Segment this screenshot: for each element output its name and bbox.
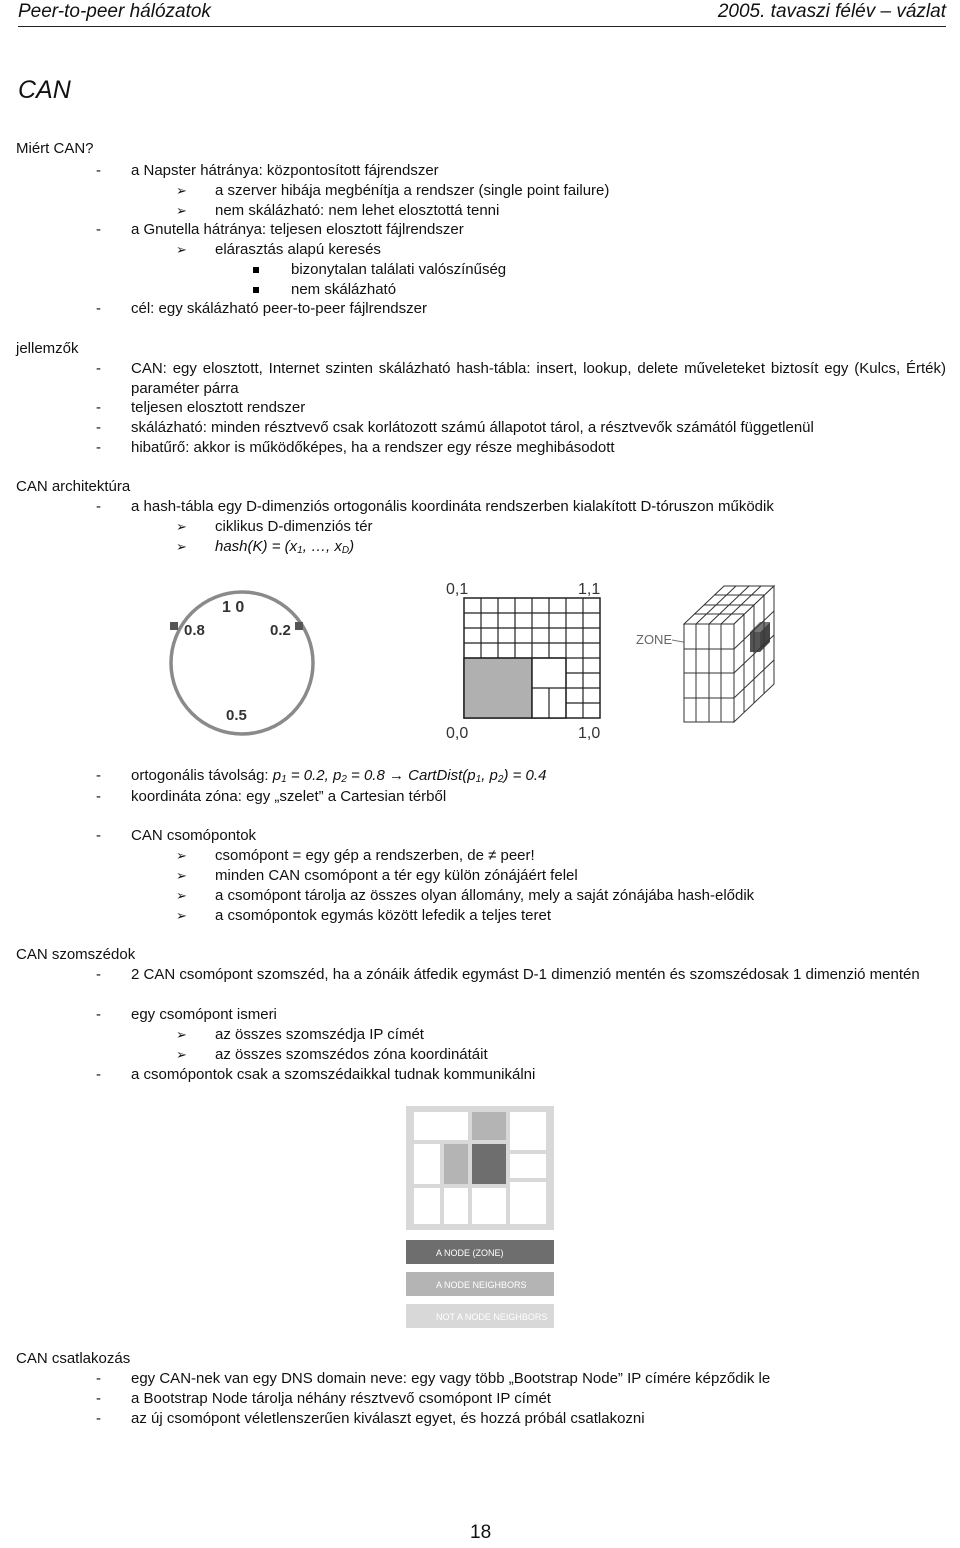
- dash-bullet: -: [96, 300, 101, 317]
- join-heading: CAN csatlakozás: [16, 1350, 131, 1367]
- dash-bullet: -: [96, 360, 101, 377]
- arrow-bullet-icon: ➢: [176, 539, 187, 554]
- arrow-bullet-icon: ➢: [176, 183, 187, 198]
- point-marker-left: [170, 622, 178, 630]
- dash-bullet: -: [96, 162, 101, 179]
- why-item-2a: elárasztás alapú keresés: [215, 241, 381, 258]
- neigh-item-1: 2 CAN csomópont szomszéd, ha a zónáik átfedik egymást D-1 dimenzió mentén és szomszédosak 1 dimenzió mentén: [131, 966, 920, 983]
- neigh-heading: CAN szomszédok: [16, 946, 136, 963]
- arrow-bullet-icon: ➢: [176, 848, 187, 863]
- neigh-item-3: a csomópontok csak a szomszédaikkal tudnak kommunikálni: [131, 1066, 536, 1083]
- why-item-3: cél: egy skálázható peer-to-peer fájlrendszer: [131, 300, 427, 317]
- arrow-bullet-icon: ➢: [176, 888, 187, 903]
- page-header: [18, 0, 946, 27]
- grid-label-br: 1,0: [578, 725, 601, 742]
- dash-bullet: -: [96, 221, 101, 238]
- why-heading: Miért CAN?: [16, 140, 94, 157]
- arch-distance: ortogonális távolság: $p_1 = 0.2$, $p_2 = 0.8$ → $CartDist(p_1$, $p_2) = 0.4$: [131, 767, 547, 785]
- header-left: Peer-to-peer hálózatok: [18, 1, 211, 22]
- circle-diagram: [158, 575, 328, 745]
- zone-cube-diagram: [632, 576, 782, 742]
- page-number: 18: [470, 1522, 492, 1543]
- zone-grid-diagram: [440, 576, 610, 746]
- features-item-1: CAN: egy elosztott, Internet szinten skálázható hash-tábla: insert, lookup, delete műveleteket biztosít egy (Kulcs, Érték) paraméter párra: [131, 360, 946, 397]
- dash-bullet: -: [96, 1370, 101, 1387]
- square-bullet-icon: [253, 267, 259, 273]
- dash-bullet: -: [96, 1066, 101, 1083]
- neigh-item-2b: az összes szomszédos zóna koordinátáit: [215, 1046, 488, 1063]
- why-item-1a: a szerver hibája megbénítja a rendszer (single point failure): [215, 182, 610, 199]
- features-item-4: hibatűrő: akkor is működőképes, ha a rendszer egy része meghibásodott: [131, 439, 615, 456]
- arrow-bullet-icon: ➢: [176, 203, 187, 218]
- dash-bullet: -: [96, 827, 101, 844]
- neigh-item-2a: az összes szomszédja IP címét: [215, 1026, 424, 1043]
- join-item-1: egy CAN-nek van egy DNS domain neve: egy vagy több „Bootstrap Node” IP címére képződik le: [131, 1370, 771, 1387]
- dash-bullet: -: [96, 788, 101, 805]
- arrow-bullet-icon: ➢: [176, 868, 187, 883]
- circle-label-bottom: 0.5: [226, 707, 247, 724]
- legend-neighbors: A NODE NEIGHBORS: [436, 1280, 527, 1290]
- arch-zone: koordináta zóna: egy „szelet” a Cartesian térből: [131, 788, 447, 805]
- features-heading: jellemzők: [16, 340, 79, 357]
- grid-label-tl: 0,1: [446, 581, 469, 598]
- why-item-1b: nem skálázható: nem lehet elosztottá tenni: [215, 202, 500, 219]
- legend-not-neighbors: NOT A NODE NEIGHBORS: [436, 1312, 548, 1322]
- arrow-bullet-icon: ➢: [176, 1027, 187, 1042]
- dash-bullet: -: [96, 966, 101, 983]
- square-bullet-icon: [253, 287, 259, 293]
- join-item-2: a Bootstrap Node tárolja néhány résztvevő csomópont IP címét: [131, 1390, 551, 1407]
- zone-large: [464, 658, 532, 718]
- why-item-2a1: bizonytalan találati valószínűség: [291, 261, 507, 278]
- arrow-bullet-icon: ➢: [176, 1047, 187, 1062]
- dash-bullet: -: [96, 399, 101, 416]
- join-item-3: az új csomópont véletlenszerűen kiválaszt egyet, és hozzá próbál csatlakozni: [131, 1410, 645, 1427]
- page-title: CAN: [18, 76, 71, 104]
- dash-bullet: -: [96, 439, 101, 456]
- node-zone: [472, 1144, 506, 1184]
- arch-item-1a: ciklikus D-dimenziós tér: [215, 518, 373, 535]
- legend-node: A NODE (ZONE): [436, 1248, 504, 1258]
- header-right: 2005. tavaszi félév – vázlat: [717, 1, 946, 22]
- point-marker-right: [295, 622, 303, 630]
- arrow-bullet-icon: ➢: [176, 908, 187, 923]
- arrow-bullet-icon: ➢: [176, 519, 187, 534]
- features-item-2: teljesen elosztott rendszer: [131, 399, 306, 416]
- why-item-2: a Gnutella hátránya: teljesen elosztott fájlrendszer: [131, 221, 464, 238]
- why-item-1: a Napster hátránya: központosított fájrendszer: [131, 162, 439, 179]
- features-item-3: skálázható: minden résztvevő csak korlátozott számú állapotot tárol, a résztvevők számától függetlenül: [131, 419, 814, 436]
- neighbors-diagram: [406, 1106, 554, 1328]
- dash-bullet: -: [96, 419, 101, 436]
- nodes-item-d: a csomópontok egymás között lefedik a teljes teret: [215, 907, 552, 924]
- arrow-bullet-icon: ➢: [176, 242, 187, 257]
- grid-label-tr: 1,1: [578, 581, 601, 598]
- arch-heading: CAN architektúra: [16, 478, 131, 495]
- nodes-item-a: csomópont = egy gép a rendszerben, de ≠ peer!: [215, 847, 535, 864]
- circle-label-right: 0.2: [270, 622, 291, 639]
- dash-bullet: -: [96, 767, 101, 784]
- why-item-2a2: nem skálázható: [291, 281, 397, 298]
- dash-bullet: -: [96, 498, 101, 515]
- arch-item-1b: hash(K) = ($x_1$, …, $x_D$): [215, 538, 355, 556]
- nodes-item-b: minden CAN csomópont a tér egy külön zónájáért felel: [215, 867, 578, 884]
- cube-zone-label: ZONE: [636, 632, 673, 647]
- dash-bullet: -: [96, 1410, 101, 1427]
- nodes-heading: CAN csomópontok: [131, 827, 257, 844]
- grid-label-bl: 0,0: [446, 725, 469, 742]
- neigh-item-2: egy csomópont ismeri: [131, 1006, 277, 1023]
- nodes-item-c: a csomópont tárolja az összes olyan állomány, mely a saját zónájába hash-elődik: [215, 887, 755, 904]
- circle-label-top: 1 0: [222, 599, 245, 616]
- dash-bullet: -: [96, 1390, 101, 1407]
- arch-item-1: a hash-tábla egy D-dimenziós ortogonális koordináta rendszerben kialakított D-tóruszon működik: [131, 498, 774, 515]
- dash-bullet: -: [96, 1006, 101, 1023]
- circle-label-left: 0.8: [184, 622, 205, 639]
